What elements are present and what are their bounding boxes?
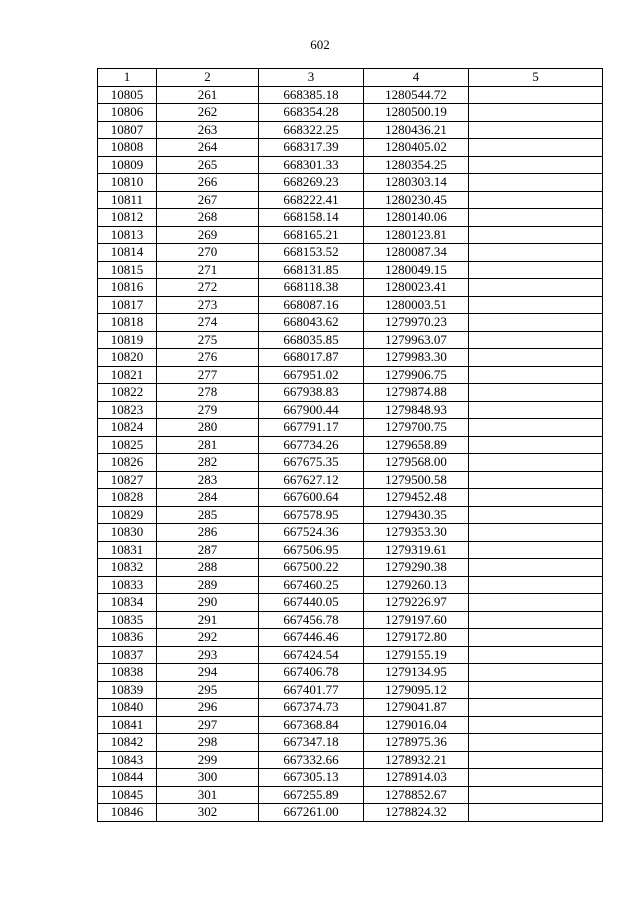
table-row — [98, 734, 603, 752]
table-cell — [469, 226, 603, 244]
table-cell: 279 — [157, 401, 259, 419]
table-cell: 667791.17 — [259, 419, 364, 437]
table-cell: 1279848.93 — [364, 401, 469, 419]
table-cell: 10831 — [98, 541, 157, 559]
table-cell — [469, 156, 603, 174]
table-cell: 1279500.58 — [364, 471, 469, 489]
table-cell: 1279319.61 — [364, 541, 469, 559]
table-cell: 1279134.95 — [364, 664, 469, 682]
table-cell: 667456.78 — [259, 611, 364, 629]
table-row — [98, 331, 603, 349]
table-cell — [469, 104, 603, 122]
table-cell — [469, 734, 603, 752]
table-row — [98, 664, 603, 682]
table-cell: 667368.84 — [259, 716, 364, 734]
table-cell: 668131.85 — [259, 261, 364, 279]
table-cell: 10844 — [98, 769, 157, 787]
table-cell: 290 — [157, 594, 259, 612]
table-row — [98, 226, 603, 244]
table-cell: 1279041.87 — [364, 699, 469, 717]
table-cell: 667374.73 — [259, 699, 364, 717]
table-cell: 10841 — [98, 716, 157, 734]
table-cell: 10822 — [98, 384, 157, 402]
table-cell: 286 — [157, 524, 259, 542]
table-cell: 667305.13 — [259, 769, 364, 787]
table-cell: 10813 — [98, 226, 157, 244]
table-cell: 287 — [157, 541, 259, 559]
table-row — [98, 209, 603, 227]
table-row — [98, 576, 603, 594]
table-cell: 668317.39 — [259, 139, 364, 157]
table-cell — [469, 121, 603, 139]
table-cell: 10842 — [98, 734, 157, 752]
table-row — [98, 699, 603, 717]
table-header-row — [98, 69, 603, 87]
table-cell — [469, 751, 603, 769]
table-cell: 1279353.30 — [364, 524, 469, 542]
table-cell: 10829 — [98, 506, 157, 524]
table-cell: 668118.38 — [259, 279, 364, 297]
table-cell: 668035.85 — [259, 331, 364, 349]
table-cell: 10836 — [98, 629, 157, 647]
table-cell: 1280303.14 — [364, 174, 469, 192]
table-cell: 10845 — [98, 786, 157, 804]
table-cell: 295 — [157, 681, 259, 699]
table-cell — [469, 804, 603, 822]
table-row — [98, 86, 603, 104]
table-row — [98, 279, 603, 297]
table-cell — [469, 331, 603, 349]
table-cell: 668153.52 — [259, 244, 364, 262]
table-cell — [469, 716, 603, 734]
table-cell: 10811 — [98, 191, 157, 209]
table-cell: 10840 — [98, 699, 157, 717]
table-cell: 668087.16 — [259, 296, 364, 314]
table-cell: 1279155.19 — [364, 646, 469, 664]
table-cell: 283 — [157, 471, 259, 489]
table-cell: 1280003.51 — [364, 296, 469, 314]
table-cell: 667424.54 — [259, 646, 364, 664]
table-row — [98, 524, 603, 542]
table-cell: 667506.95 — [259, 541, 364, 559]
table-cell: 289 — [157, 576, 259, 594]
table-cell: 1280544.72 — [364, 86, 469, 104]
table-cell: 288 — [157, 559, 259, 577]
table-cell: 10823 — [98, 401, 157, 419]
table-cell — [469, 401, 603, 419]
table-cell: 1279290.38 — [364, 559, 469, 577]
table-cell: 1279874.88 — [364, 384, 469, 402]
table-cell: 1279452.48 — [364, 489, 469, 507]
table-cell: 1278975.36 — [364, 734, 469, 752]
table-cell: 264 — [157, 139, 259, 157]
table-cell: 667347.18 — [259, 734, 364, 752]
table-cell: 667524.36 — [259, 524, 364, 542]
table-cell: 10814 — [98, 244, 157, 262]
table-cell: 10839 — [98, 681, 157, 699]
table-cell: 1279970.23 — [364, 314, 469, 332]
table-cell: 1279983.30 — [364, 349, 469, 367]
table-cell: 10817 — [98, 296, 157, 314]
table-cell: 10843 — [98, 751, 157, 769]
table-cell: 10806 — [98, 104, 157, 122]
table-cell: 1279260.13 — [364, 576, 469, 594]
table-cell: 668017.87 — [259, 349, 364, 367]
table-cell: 1279197.60 — [364, 611, 469, 629]
table-row — [98, 629, 603, 647]
table-cell: 10835 — [98, 611, 157, 629]
table-cell: 1280405.02 — [364, 139, 469, 157]
table-cell: 267 — [157, 191, 259, 209]
table-cell: 1279963.07 — [364, 331, 469, 349]
table-cell: 667446.46 — [259, 629, 364, 647]
table-cell — [469, 86, 603, 104]
table-cell: 1280436.21 — [364, 121, 469, 139]
table-cell: 668322.25 — [259, 121, 364, 139]
table-cell: 667938.83 — [259, 384, 364, 402]
table-cell — [469, 454, 603, 472]
table-cell: 266 — [157, 174, 259, 192]
table-cell: 268 — [157, 209, 259, 227]
table-cell: 667500.22 — [259, 559, 364, 577]
table-cell: 269 — [157, 226, 259, 244]
table-row — [98, 681, 603, 699]
table-row — [98, 191, 603, 209]
table-cell: 10810 — [98, 174, 157, 192]
table-cell — [469, 699, 603, 717]
column-header: 4 — [364, 69, 469, 87]
table-row — [98, 506, 603, 524]
table-cell: 668158.14 — [259, 209, 364, 227]
table-cell — [469, 314, 603, 332]
table-cell: 10828 — [98, 489, 157, 507]
column-header: 5 — [469, 69, 603, 87]
table-body — [98, 86, 603, 821]
table-cell: 271 — [157, 261, 259, 279]
column-header: 2 — [157, 69, 259, 87]
table-cell: 1279016.04 — [364, 716, 469, 734]
table-cell — [469, 296, 603, 314]
table-row — [98, 139, 603, 157]
table-cell — [469, 769, 603, 787]
table-cell: 667406.78 — [259, 664, 364, 682]
table-cell: 1278852.67 — [364, 786, 469, 804]
table-cell: 281 — [157, 436, 259, 454]
table-cell: 10820 — [98, 349, 157, 367]
table-cell: 10808 — [98, 139, 157, 157]
table-row — [98, 559, 603, 577]
table-row — [98, 786, 603, 804]
table-cell: 263 — [157, 121, 259, 139]
table-cell: 10812 — [98, 209, 157, 227]
table-cell — [469, 524, 603, 542]
table-cell — [469, 174, 603, 192]
table-cell: 10818 — [98, 314, 157, 332]
table-cell: 274 — [157, 314, 259, 332]
table-cell: 668269.23 — [259, 174, 364, 192]
table-row — [98, 594, 603, 612]
table-cell: 1279568.00 — [364, 454, 469, 472]
table-cell: 667627.12 — [259, 471, 364, 489]
table-cell: 10821 — [98, 366, 157, 384]
table-row — [98, 769, 603, 787]
table-cell: 301 — [157, 786, 259, 804]
table-row — [98, 104, 603, 122]
table-cell: 10815 — [98, 261, 157, 279]
table-cell: 10805 — [98, 86, 157, 104]
table-row — [98, 471, 603, 489]
table-cell: 668043.62 — [259, 314, 364, 332]
table-cell: 667675.35 — [259, 454, 364, 472]
table-row — [98, 489, 603, 507]
table-cell — [469, 244, 603, 262]
table-cell: 1279172.80 — [364, 629, 469, 647]
table-row — [98, 156, 603, 174]
table-cell — [469, 279, 603, 297]
table-cell: 277 — [157, 366, 259, 384]
table-cell: 10827 — [98, 471, 157, 489]
table-cell — [469, 261, 603, 279]
table-row — [98, 751, 603, 769]
table-cell: 291 — [157, 611, 259, 629]
table-cell — [469, 419, 603, 437]
table-cell: 667951.02 — [259, 366, 364, 384]
table-cell: 275 — [157, 331, 259, 349]
table-cell: 300 — [157, 769, 259, 787]
table-row — [98, 121, 603, 139]
table-cell — [469, 191, 603, 209]
table-cell: 10832 — [98, 559, 157, 577]
table-cell: 1280023.41 — [364, 279, 469, 297]
table-cell: 667734.26 — [259, 436, 364, 454]
table-cell: 262 — [157, 104, 259, 122]
table-row — [98, 349, 603, 367]
table-cell: 668385.18 — [259, 86, 364, 104]
table-row — [98, 401, 603, 419]
table-cell: 668222.41 — [259, 191, 364, 209]
table-cell: 1280049.15 — [364, 261, 469, 279]
table-cell: 278 — [157, 384, 259, 402]
table-cell: 668354.28 — [259, 104, 364, 122]
table-row — [98, 314, 603, 332]
table-row — [98, 611, 603, 629]
table-cell: 299 — [157, 751, 259, 769]
table-cell — [469, 384, 603, 402]
table-cell: 667255.89 — [259, 786, 364, 804]
table-cell: 667332.66 — [259, 751, 364, 769]
table-cell: 293 — [157, 646, 259, 664]
table-cell: 10830 — [98, 524, 157, 542]
table-row — [98, 541, 603, 559]
table-cell: 280 — [157, 419, 259, 437]
table-cell: 667578.95 — [259, 506, 364, 524]
table-cell: 668301.33 — [259, 156, 364, 174]
table-cell: 10819 — [98, 331, 157, 349]
table-cell — [469, 541, 603, 559]
table-cell — [469, 594, 603, 612]
table-cell: 10838 — [98, 664, 157, 682]
table-cell — [469, 366, 603, 384]
table-cell: 1279430.35 — [364, 506, 469, 524]
table-cell: 270 — [157, 244, 259, 262]
table-cell: 273 — [157, 296, 259, 314]
table-cell: 285 — [157, 506, 259, 524]
table-cell: 668165.21 — [259, 226, 364, 244]
table-cell: 1280123.81 — [364, 226, 469, 244]
table-cell — [469, 506, 603, 524]
table-row — [98, 261, 603, 279]
table-cell: 667401.77 — [259, 681, 364, 699]
table-row — [98, 454, 603, 472]
table-cell: 10807 — [98, 121, 157, 139]
table-cell — [469, 209, 603, 227]
table-cell: 276 — [157, 349, 259, 367]
table-cell: 667600.64 — [259, 489, 364, 507]
table-cell — [469, 681, 603, 699]
table-cell: 1278914.03 — [364, 769, 469, 787]
table-cell: 10816 — [98, 279, 157, 297]
table-cell: 1279658.89 — [364, 436, 469, 454]
table-cell — [469, 139, 603, 157]
table-row — [98, 174, 603, 192]
table-row — [98, 296, 603, 314]
table-cell — [469, 611, 603, 629]
table-cell: 1280230.45 — [364, 191, 469, 209]
table-cell: 292 — [157, 629, 259, 647]
table-row — [98, 804, 603, 822]
column-header: 1 — [98, 69, 157, 87]
table-cell: 1280087.34 — [364, 244, 469, 262]
table-cell: 265 — [157, 156, 259, 174]
table-cell — [469, 471, 603, 489]
table-cell — [469, 646, 603, 664]
coordinates-table — [97, 68, 603, 822]
table-cell: 302 — [157, 804, 259, 822]
column-header: 3 — [259, 69, 364, 87]
table-cell: 1278824.32 — [364, 804, 469, 822]
table-cell: 10834 — [98, 594, 157, 612]
table-cell: 10846 — [98, 804, 157, 822]
table-cell: 10833 — [98, 576, 157, 594]
table-cell: 667261.00 — [259, 804, 364, 822]
table-cell — [469, 559, 603, 577]
table-cell: 1278932.21 — [364, 751, 469, 769]
table-cell: 667460.25 — [259, 576, 364, 594]
table-row — [98, 384, 603, 402]
table-cell: 10809 — [98, 156, 157, 174]
table-cell — [469, 489, 603, 507]
table-cell — [469, 629, 603, 647]
table-cell: 10837 — [98, 646, 157, 664]
table-row — [98, 716, 603, 734]
table-cell: 261 — [157, 86, 259, 104]
table-cell: 10826 — [98, 454, 157, 472]
table-row — [98, 646, 603, 664]
table-cell: 1279226.97 — [364, 594, 469, 612]
table-cell: 1279906.75 — [364, 366, 469, 384]
table-row — [98, 436, 603, 454]
table-cell: 1280354.25 — [364, 156, 469, 174]
table-cell: 284 — [157, 489, 259, 507]
page-number: 602 — [310, 37, 330, 52]
table-row — [98, 366, 603, 384]
table-cell: 297 — [157, 716, 259, 734]
table-cell: 667440.05 — [259, 594, 364, 612]
table-row — [98, 419, 603, 437]
table-cell: 1280140.06 — [364, 209, 469, 227]
table-cell: 272 — [157, 279, 259, 297]
table-cell: 298 — [157, 734, 259, 752]
table-cell — [469, 349, 603, 367]
table-cell: 10825 — [98, 436, 157, 454]
table-cell: 1280500.19 — [364, 104, 469, 122]
table-row — [98, 244, 603, 262]
table-cell: 296 — [157, 699, 259, 717]
table-cell: 667900.44 — [259, 401, 364, 419]
table-cell — [469, 436, 603, 454]
table-cell: 282 — [157, 454, 259, 472]
table-cell: 1279095.12 — [364, 681, 469, 699]
table-cell: 10824 — [98, 419, 157, 437]
table-cell — [469, 576, 603, 594]
table-cell: 294 — [157, 664, 259, 682]
table-cell — [469, 786, 603, 804]
table-cell — [469, 664, 603, 682]
table-cell: 1279700.75 — [364, 419, 469, 437]
